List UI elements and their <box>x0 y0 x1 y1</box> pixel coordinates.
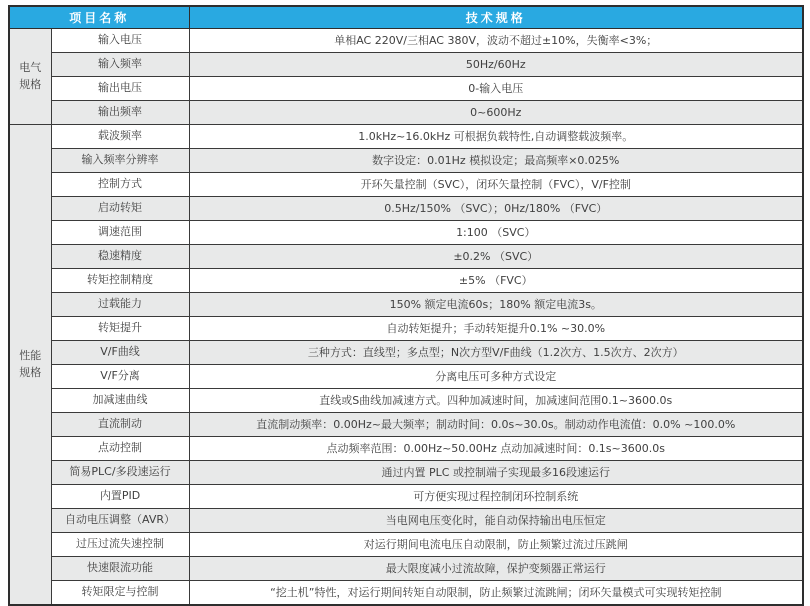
spec-value: 当电网电压变化时，能自动保持输出电压恒定 <box>189 509 803 533</box>
spec-label: 过压过流失速控制 <box>51 533 189 557</box>
table-row <box>9 413 803 437</box>
table-row <box>9 341 803 365</box>
table-header-row <box>9 6 803 29</box>
spec-value: ±0.2% （SVC） <box>189 245 803 269</box>
table-row <box>9 293 803 317</box>
group-cell-performance: 性能 规格 <box>9 125 51 606</box>
table-row <box>9 509 803 533</box>
table-row <box>9 173 803 197</box>
spec-label: 控制方式 <box>51 173 189 197</box>
table-row <box>9 557 803 581</box>
spec-label: 启动转矩 <box>51 197 189 221</box>
spec-label: 转矩提升 <box>51 317 189 341</box>
table-row <box>9 221 803 245</box>
spec-label: 转矩控制精度 <box>51 269 189 293</box>
spec-value: 通过内置 PLC 或控制端子实现最多16段速运行 <box>189 461 803 485</box>
spec-label: 内置PID <box>51 485 189 509</box>
spec-label: V/F曲线 <box>51 341 189 365</box>
spec-table <box>8 5 804 606</box>
table-row <box>9 77 803 101</box>
spec-value: 分离电压可多种方式设定 <box>189 365 803 389</box>
spec-value: ±5% （FVC） <box>189 269 803 293</box>
spec-value: 1.0kHz~16.0kHz 可根据负载特性,自动调整载波频率。 <box>189 125 803 149</box>
spec-label: 输入电压 <box>51 29 189 53</box>
spec-value: 0~600Hz <box>189 101 803 125</box>
spec-value: 开环矢量控制（SVC），闭环矢量控制（FVC），V/F控制 <box>189 173 803 197</box>
table-row <box>9 197 803 221</box>
spec-label: 稳速精度 <box>51 245 189 269</box>
spec-value: 1:100 （SVC） <box>189 221 803 245</box>
table-row <box>9 29 803 53</box>
table-row <box>9 149 803 173</box>
spec-label: 简易PLC/多段速运行 <box>51 461 189 485</box>
table-row <box>9 437 803 461</box>
spec-label: 直流制动 <box>51 413 189 437</box>
spec-label: 加减速曲线 <box>51 389 189 413</box>
spec-value: 自动转矩提升；手动转矩提升0.1% ~30.0% <box>189 317 803 341</box>
table-row <box>9 125 803 149</box>
spec-label: 转矩限定与控制 <box>51 581 189 606</box>
table-row <box>9 245 803 269</box>
table-row <box>9 389 803 413</box>
table-row <box>9 101 803 125</box>
group-cell-electrical: 电气 规格 <box>9 29 51 125</box>
table-row <box>9 53 803 77</box>
spec-label: V/F分离 <box>51 365 189 389</box>
spec-value: “挖土机”特性，对运行期间转矩自动限制，防止频繁过流跳闸；闭环矢量模式可实现转矩控制 <box>189 581 803 606</box>
table-row <box>9 485 803 509</box>
spec-value: 可方便实现过程控制闭环控制系统 <box>189 485 803 509</box>
spec-value: 三种方式：直线型；多点型；N次方型V/F曲线（1.2次方、1.5次方、2次方） <box>189 341 803 365</box>
spec-table-body <box>9 29 803 606</box>
spec-value: 150% 额定电流60s；180% 额定电流3s。 <box>189 293 803 317</box>
spec-label: 载波频率 <box>51 125 189 149</box>
spec-label: 输入频率分辨率 <box>51 149 189 173</box>
spec-label: 自动电压调整（AVR） <box>51 509 189 533</box>
header-tech-spec: 技术规格 <box>189 6 803 29</box>
spec-label: 点动控制 <box>51 437 189 461</box>
spec-value: 直线或S曲线加减速方式。四种加减速时间，加减速间范围0.1~3600.0s <box>189 389 803 413</box>
spec-value: 直流制动频率：0.00Hz~最大频率；制动时间：0.0s~30.0s。制动动作电流值：0.0% ~100.0% <box>189 413 803 437</box>
spec-label: 输入频率 <box>51 53 189 77</box>
spec-value: 单相AC 220V/三相AC 380V，波动不超过±10%，失衡率<3%； <box>189 29 803 53</box>
spec-value: 数字设定：0.01Hz 模拟设定；最高频率×0.025% <box>189 149 803 173</box>
table-row <box>9 533 803 557</box>
spec-value: 0-输入电压 <box>189 77 803 101</box>
table-row <box>9 317 803 341</box>
spec-value: 点动频率范围：0.00Hz~50.00Hz 点动加减速时间：0.1s~3600.0s <box>189 437 803 461</box>
table-row <box>9 269 803 293</box>
spec-label: 过载能力 <box>51 293 189 317</box>
table-row <box>9 581 803 606</box>
header-item-name: 项目名称 <box>9 6 189 29</box>
table-row <box>9 461 803 485</box>
table-row <box>9 365 803 389</box>
spec-label: 输出电压 <box>51 77 189 101</box>
spec-value: 0.5Hz/150% （SVC）；0Hz/180% （FVC） <box>189 197 803 221</box>
spec-value: 最大限度减小过流故障，保护变频器正常运行 <box>189 557 803 581</box>
spec-label: 输出频率 <box>51 101 189 125</box>
spec-label: 快速限流功能 <box>51 557 189 581</box>
spec-value: 对运行期间电流电压自动限制，防止频繁过流过压跳闸 <box>189 533 803 557</box>
spec-label: 调速范围 <box>51 221 189 245</box>
spec-value: 50Hz/60Hz <box>189 53 803 77</box>
